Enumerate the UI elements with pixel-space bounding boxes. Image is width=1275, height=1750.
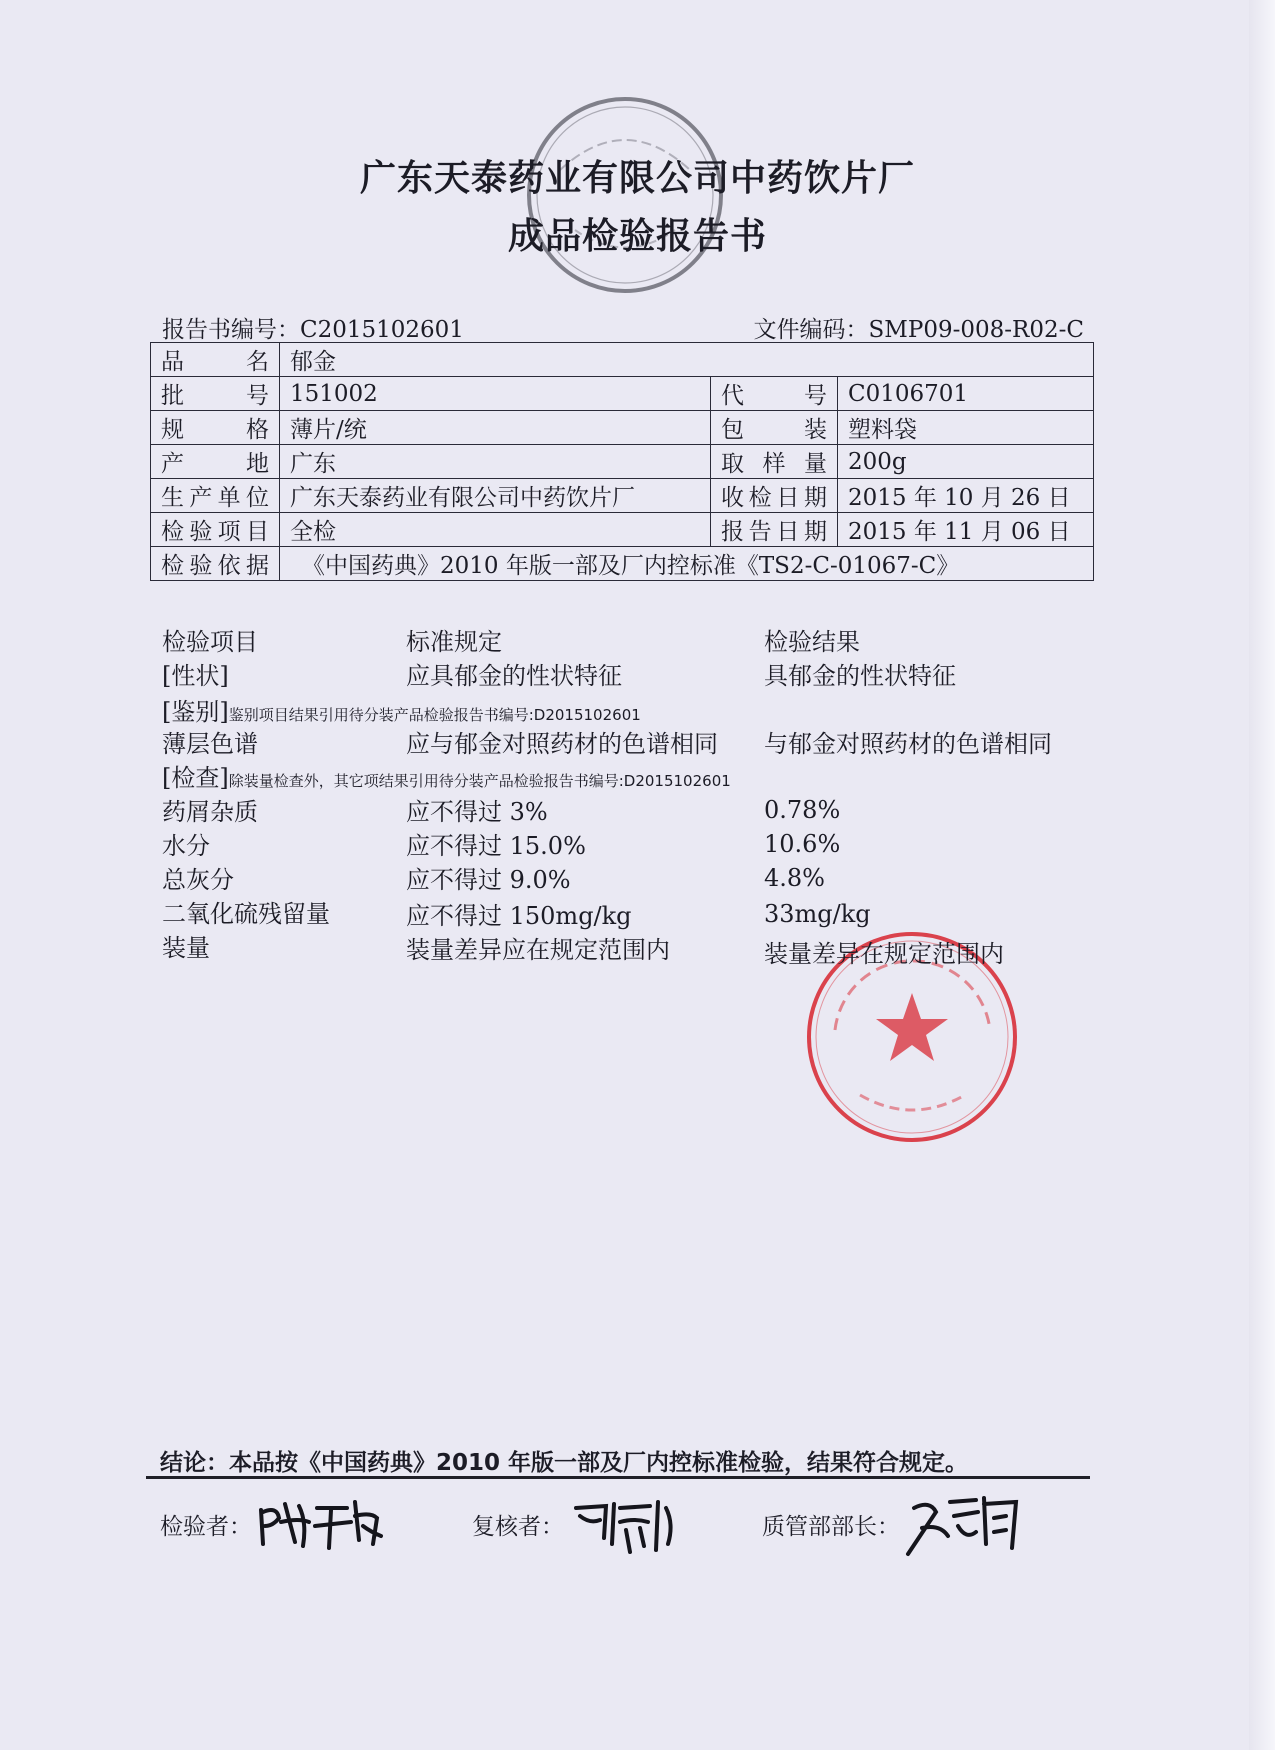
- tlc-standard: 应与郁金对照药材的色谱相同: [406, 730, 718, 758]
- character-standard: 应具郁金的性状特征: [406, 662, 622, 690]
- spec-value: 薄片/统: [280, 411, 711, 445]
- batch-value: 151002: [280, 377, 711, 411]
- report-date-label: 报告日期: [711, 513, 838, 547]
- impurity-result: 0.78%: [764, 796, 841, 824]
- inspector-label: 检验者：: [160, 1514, 252, 1540]
- items-label: 检验项目: [151, 513, 280, 547]
- table-row: [151, 411, 1094, 445]
- table-row: [151, 547, 1094, 581]
- company-title: 广东天泰药业有限公司中药饮片厂: [359, 158, 915, 199]
- ash-item: 总灰分: [162, 866, 234, 894]
- product-name-value: 郁金: [280, 343, 1094, 377]
- fill-standard: 装量差异应在规定范围内: [406, 936, 670, 964]
- document-title: 成品检验报告书: [507, 216, 767, 257]
- so2-item: 二氧化硫残留量: [162, 900, 330, 928]
- report-number: 报告书编号：C2015102601: [162, 317, 464, 343]
- table-row: [151, 513, 1094, 547]
- table-row: [151, 445, 1094, 479]
- results-header-result: 检验结果: [764, 628, 860, 656]
- fill-item: 装量: [162, 934, 210, 962]
- package-label: 包 装: [711, 411, 838, 445]
- so2-result: 33mg/kg: [764, 900, 871, 928]
- moisture-standard: 应不得过 15.0%: [406, 832, 586, 860]
- conclusion-divider: [146, 1476, 1090, 1479]
- spec-label: 规 格: [151, 411, 280, 445]
- sample-value: 200g: [838, 445, 1094, 479]
- producer-label: 生产单位: [151, 479, 280, 513]
- tlc-result: 与郁金对照药材的色谱相同: [764, 730, 1052, 758]
- character-result: 具郁金的性状特征: [764, 662, 956, 690]
- table-row: [151, 479, 1094, 513]
- results-header-item: 检验项目: [162, 628, 258, 656]
- qa-head-label: 质管部部长：: [762, 1514, 900, 1540]
- package-value: 塑料袋: [838, 411, 1094, 445]
- origin-value: 广东: [280, 445, 711, 479]
- reviewer-label: 复核者：: [472, 1514, 564, 1540]
- file-number: 文件编码：SMP09-008-R02-C: [753, 317, 1084, 343]
- qa-head-signature: [900, 1488, 1030, 1560]
- code-label: 代 号: [711, 377, 838, 411]
- sample-label: 取样量: [711, 445, 838, 479]
- producer-value: 广东天泰药业有限公司中药饮片厂: [280, 479, 711, 513]
- code-value: C0106701: [838, 377, 1094, 411]
- report-date-value: 2015 年 11 月 06 日: [838, 513, 1094, 547]
- tlc-item: 薄层色谱: [162, 730, 258, 758]
- impurity-item: 药屑杂质: [162, 798, 258, 826]
- inspector-signature: [255, 1492, 385, 1552]
- so2-standard: 应不得过 150mg/kg: [406, 902, 632, 930]
- basis-label: 检验依据: [151, 547, 280, 581]
- origin-label: 产 地: [151, 445, 280, 479]
- product-name-label: 品 名: [151, 343, 280, 377]
- fill-result: 装量差异在规定范围内: [764, 940, 1004, 968]
- reviewer-signature: [570, 1494, 680, 1556]
- conclusion-text: 结论：本品按《中国药典》2010 年版一部及厂内控标准检验，结果符合规定。: [160, 1450, 969, 1476]
- moisture-item: 水分: [162, 832, 210, 860]
- table-row: [151, 343, 1094, 377]
- received-date-value: 2015 年 10 月 26 日: [838, 479, 1094, 513]
- moisture-result: 10.6%: [764, 830, 841, 858]
- product-info-table: [150, 342, 1094, 581]
- items-value: 全检: [280, 513, 711, 547]
- ash-standard: 应不得过 9.0%: [406, 866, 571, 894]
- impurity-standard: 应不得过 3%: [406, 798, 548, 826]
- results-header-standard: 标准规定: [406, 628, 502, 656]
- table-row: [151, 377, 1094, 411]
- character-item: [性状]: [162, 662, 229, 690]
- check-note: [检查]除装量检查外，其它项结果引用待分装产品检验报告书编号:D2015102601: [162, 764, 731, 792]
- basis-value: 《中国药典》2010 年版一部及厂内控标准《TS2-C-01067-C》: [280, 547, 1094, 581]
- identification-note: [鉴别]鉴别项目结果引用待分装产品检验报告书编号:D2015102601: [162, 698, 641, 726]
- ash-result: 4.8%: [764, 864, 825, 892]
- page-edge-shadow: [1249, 0, 1275, 1750]
- batch-label: 批 号: [151, 377, 280, 411]
- received-date-label: 收检日期: [711, 479, 838, 513]
